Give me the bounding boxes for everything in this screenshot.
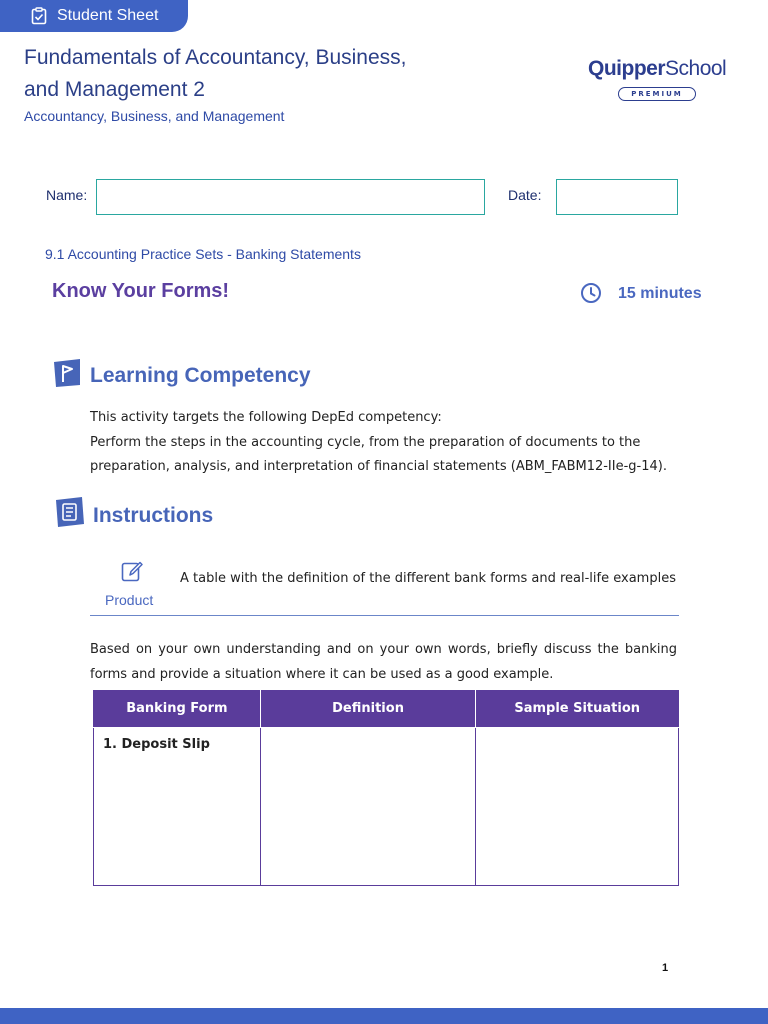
- header-banking-form: Banking Form: [94, 690, 261, 727]
- logo-premium-badge: PREMIUM: [618, 87, 696, 101]
- activity-title: Know Your Forms!: [52, 280, 230, 302]
- course-title-line-2: and Management 2: [24, 78, 205, 101]
- learning-competency-heading: Learning Competency: [90, 364, 311, 387]
- clock-icon: [580, 282, 602, 304]
- activity-duration: 15 minutes: [618, 285, 702, 302]
- table-row: [94, 727, 679, 886]
- course-title: [24, 42, 494, 106]
- lesson-title: 9.1 Accounting Practice Sets - Banking Statements: [45, 246, 361, 262]
- date-label: Date:: [508, 187, 542, 203]
- banking-forms-table: [93, 690, 679, 886]
- competency-line-1: This activity targets the following DepEd competency:: [90, 410, 442, 425]
- header-sample-situation: Sample Situation: [476, 690, 679, 727]
- competency-line-2: Perform the steps in the accounting cycle, from the preparation of documents to the: [90, 434, 641, 450]
- subject-subtitle: Accountancy, Business, and Management: [24, 108, 285, 124]
- instructions-heading: Instructions: [93, 504, 214, 527]
- edit-icon: [120, 560, 144, 584]
- cell-sample-situation[interactable]: [476, 727, 679, 886]
- footer-bar: [0, 1008, 768, 1024]
- competency-line-3: preparation, analysis, and interpretation of financial statements (ABM_FABM12-IIe-g-14).: [90, 459, 667, 474]
- cell-definition[interactable]: [260, 727, 476, 886]
- student-sheet-tab: [0, 0, 188, 32]
- product-label: Product: [105, 592, 154, 608]
- divider: [90, 615, 679, 616]
- competency-description: [90, 406, 690, 480]
- logo-brand-regular: School: [665, 57, 727, 80]
- document-list-icon: [53, 495, 87, 529]
- name-field[interactable]: [96, 179, 485, 215]
- name-label: Name:: [46, 187, 88, 203]
- quipper-school-logo: [588, 57, 738, 107]
- cell-banking-form: 1. Deposit Slip: [94, 727, 261, 886]
- page-number: 1: [662, 962, 669, 974]
- logo-brand-bold: Quipper: [588, 57, 666, 80]
- instruction-body: Based on your own understanding and on your own words, briefly discuss the banking forms and provide a situation where it can be used as a good example.: [90, 642, 677, 682]
- header-definition: Definition: [260, 690, 476, 727]
- product-description: A table with the definition of the different bank forms and real-life examples: [180, 571, 676, 586]
- date-field[interactable]: [556, 179, 678, 215]
- course-title-line-1: Fundamentals of Accountancy, Business,: [24, 46, 407, 69]
- clipboard-check-icon: [30, 7, 48, 25]
- flag-icon: [50, 356, 84, 390]
- tab-label: Student Sheet: [57, 7, 159, 24]
